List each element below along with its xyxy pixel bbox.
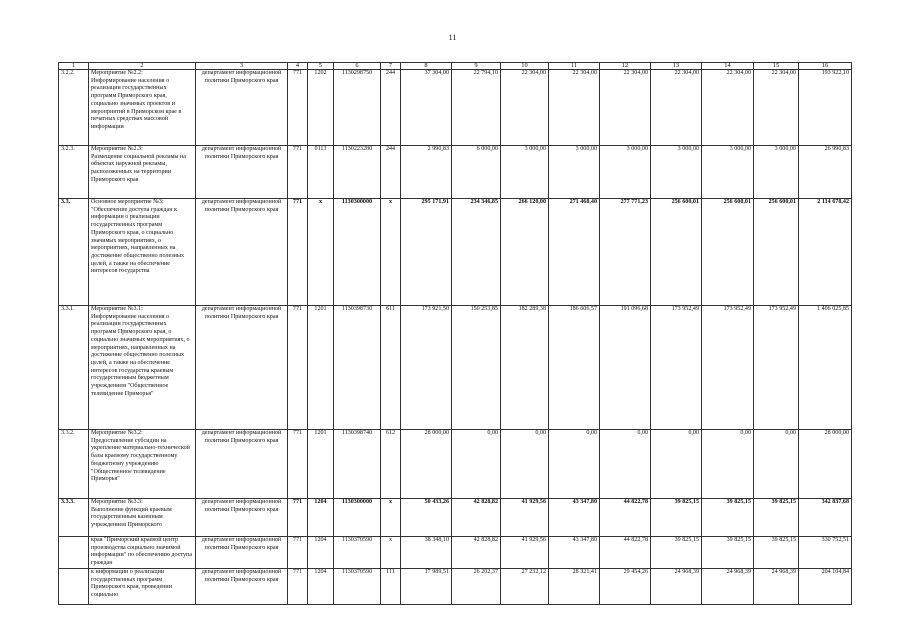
value-2020-cell: 173 952,49 [754,306,799,430]
value-2020-cell: 39 825,15 [754,499,799,537]
value-2013-cell: 50 433,26 [401,499,452,537]
value-2016-cell: 43 347,80 [549,499,600,537]
value-2016-cell: 43 347,80 [549,537,600,569]
row-number-cell [59,568,89,604]
header-cell: 7 [381,63,401,70]
table-row [59,537,852,569]
value-total-cell: 28 000,00 [799,430,852,499]
value-total-cell: 204 104,84 [799,568,852,604]
value-2013-cell: 38 348,10 [401,537,452,569]
header-cell: 16 [799,63,852,70]
table-body [59,63,852,605]
responsible-cell: департамент информационной политики Приморского края [196,537,288,569]
value-2017-cell: 44 822,78 [600,537,651,569]
row-number-cell: 3.2.2. [59,70,89,146]
value-2016-cell: 22 304,00 [549,70,600,146]
header-cell: 13 [651,63,702,70]
value-2015-cell: 41 929,56 [501,537,549,569]
expense-type-cell: х [381,199,401,306]
value-2020-cell: 0,00 [754,430,799,499]
grbs-code-cell: 771 [288,70,308,146]
value-2014-cell: 0,00 [452,430,501,499]
value-2016-cell: 0,00 [549,430,600,499]
value-2018-cell: 24 968,39 [651,568,702,604]
value-2015-cell: 41 929,56 [501,499,549,537]
event-name-cell: к информации о реализации государственных программ Приморского края, проведении социально [89,568,196,604]
event-name-cell: Основное мероприятие №3: "Обеспечение доступа граждан к информации о реализации государственных программ Приморского края, о социально значимых мероприятиях, о мероприятиях, направленных на достижение общественно полезных целей, а также на обеспечение интересов государства [89,199,196,306]
value-2018-cell: 22 304,00 [651,70,702,146]
table-row [59,306,852,430]
value-2018-cell: 173 952,49 [651,306,702,430]
expense-type-cell: 111 [381,568,401,604]
event-name-cell: Мероприятие №2.2: Информирование населения о реализации государственных программ Приморского края, социально значимых проектов и мероприятий в Приморском крае в печатных средствах массовой информации [89,70,196,146]
value-2017-cell: 0,00 [600,430,651,499]
header-cell: 12 [600,63,651,70]
value-2014-cell: 234 346,85 [452,199,501,306]
section-code-cell: 1204 [308,537,334,569]
section-code-cell: х [308,199,334,306]
value-2017-cell: 191 096,68 [600,306,651,430]
value-2019-cell: 24 968,39 [702,568,754,604]
responsible-cell: департамент информационной политики Приморского края [196,568,288,604]
grbs-code-cell: 771 [288,146,308,199]
value-2013-cell: 2 990,83 [401,146,452,199]
responsible-cell: департамент информационной политики Приморского края [196,499,288,537]
responsible-cell: департамент информационной политики Приморского края [196,146,288,199]
expense-type-cell: 612 [381,430,401,499]
value-2014-cell: 42 828,82 [452,537,501,569]
grbs-code-cell: 771 [288,568,308,604]
value-2013-cell: 173 921,50 [401,306,452,430]
header-row [59,63,852,70]
value-total-cell: 193 922,10 [799,70,852,146]
value-2018-cell: 39 825,15 [651,499,702,537]
section-code-cell: 1202 [308,70,334,146]
value-2014-cell: 150 253,85 [452,306,501,430]
table-row [59,70,852,146]
target-article-cell: 1130370590 [334,537,381,569]
value-2020-cell: 24 968,39 [754,568,799,604]
row-number-cell [59,537,89,569]
header-cell: 1 [59,63,89,70]
value-2017-cell: 277 771,23 [600,199,651,306]
value-2017-cell: 44 822,78 [600,499,651,537]
value-2019-cell: 22 304,00 [702,70,754,146]
value-2019-cell: 173 952,49 [702,306,754,430]
value-2016-cell: 28 321,41 [549,568,600,604]
value-2015-cell: 27 232,12 [501,568,549,604]
value-total-cell: 342 837,68 [799,499,852,537]
section-code-cell: 0113 [308,146,334,199]
header-cell: 3 [196,63,288,70]
row-number-cell: 3.2.3. [59,146,89,199]
budget-table [58,62,852,605]
expense-type-cell: 244 [381,70,401,146]
value-2019-cell: 0,00 [702,430,754,499]
expense-type-cell: 611 [381,306,401,430]
header-cell: 9 [452,63,501,70]
value-2015-cell: 3 000,00 [501,146,549,199]
value-total-cell: 1 406 025,85 [799,306,852,430]
value-2018-cell: 256 600,01 [651,199,702,306]
section-code-cell: 1204 [308,568,334,604]
value-total-cell: 330 752,51 [799,537,852,569]
grbs-code-cell: 771 [288,199,308,306]
value-2019-cell: 39 825,15 [702,537,754,569]
value-2013-cell: 28 000,00 [401,430,452,499]
value-2016-cell: 186 606,57 [549,306,600,430]
value-2013-cell: 37 304,00 [401,70,452,146]
expense-type-cell: х [381,537,401,569]
value-2013-cell: 295 171,91 [401,199,452,306]
target-article-cell: 1130398730 [334,306,381,430]
value-2019-cell: 3 000,00 [702,146,754,199]
value-2014-cell: 6 000,00 [452,146,501,199]
value-2015-cell: 182 289,38 [501,306,549,430]
header-cell: 11 [549,63,600,70]
value-2018-cell: 0,00 [651,430,702,499]
value-2014-cell: 22 794,10 [452,70,501,146]
value-2013-cell: 17 989,51 [401,568,452,604]
value-2018-cell: 3 000,00 [651,146,702,199]
responsible-cell: департамент информационной политики Приморского края [196,199,288,306]
responsible-cell: департамент информационной политики Приморского края [196,306,288,430]
grbs-code-cell: 771 [288,306,308,430]
value-2016-cell: 271 468,40 [549,199,600,306]
header-cell: 15 [754,63,799,70]
target-article-cell: 1130223280 [334,146,381,199]
header-cell: 10 [501,63,549,70]
value-2015-cell: 266 120,00 [501,199,549,306]
value-2017-cell: 3 000,00 [600,146,651,199]
target-article-cell: 1130298750 [334,70,381,146]
value-2016-cell: 3 000,00 [549,146,600,199]
table-row [59,430,852,499]
expense-type-cell: 244 [381,146,401,199]
event-name-cell: Мероприятие №3.2: Предоставление субсидии на укрепление материально-технической базы краевому государственному бюджетному учреждению "Общественное телевидение Приморья" [89,430,196,499]
section-code-cell: 1201 [308,430,334,499]
value-2014-cell: 42 828,82 [452,499,501,537]
grbs-code-cell: 771 [288,499,308,537]
value-2019-cell: 39 825,15 [702,499,754,537]
target-article-cell: 1130398740 [334,430,381,499]
value-total-cell: 26 990,83 [799,146,852,199]
table-row [59,146,852,199]
section-code-cell: 1204 [308,499,334,537]
section-code-cell: 1201 [308,306,334,430]
row-number-cell: 3.3.2. [59,430,89,499]
header-cell: 5 [308,63,334,70]
header-cell: 8 [401,63,452,70]
value-2020-cell: 22 304,00 [754,70,799,146]
target-article-cell: 1130300000 [334,199,381,306]
event-name-cell: края "Приморский краевой центр производства социально значимой информации" по обеспечению доступа граждан [89,537,196,569]
value-2018-cell: 39 825,15 [651,537,702,569]
table-row [59,499,852,537]
header-cell: 6 [334,63,381,70]
row-number-cell: 3.3.1. [59,306,89,430]
value-2017-cell: 29 454,26 [600,568,651,604]
header-cell: 4 [288,63,308,70]
responsible-cell: департамент информационной политики Приморского края [196,430,288,499]
row-number-cell: 3.3. [59,199,89,306]
expense-type-cell: х [381,499,401,537]
value-total-cell: 2 114 678,42 [799,199,852,306]
event-name-cell: Мероприятие №3.1: Информирование населения о реализации государственных программ Приморского края, о социально значимых мероприятиях, о мероприятиях, направленных на достижение общественно полезных целей, а также на обеспечение интересов государства краевым государственным бюджетным учреждением "Общественное телевидение Приморья" [89,306,196,430]
grbs-code-cell: 771 [288,537,308,569]
target-article-cell: 1130300000 [334,499,381,537]
value-2015-cell: 22 304,00 [501,70,549,146]
table-row [59,568,852,604]
value-2019-cell: 256 600,01 [702,199,754,306]
page-number: 11 [448,33,457,42]
value-2020-cell: 256 600,01 [754,199,799,306]
target-article-cell: 1130370590 [334,568,381,604]
value-2014-cell: 26 202,37 [452,568,501,604]
header-cell: 14 [702,63,754,70]
grbs-code-cell: 771 [288,430,308,499]
event-name-cell: Мероприятие №3.3: Выполнение функций краевым государственным казенным учреждением Приморского [89,499,196,537]
row-number-cell: 3.3.3. [59,499,89,537]
header-cell: 2 [89,63,196,70]
responsible-cell: департамент информационной политики Приморского края [196,70,288,146]
value-2015-cell: 0,00 [501,430,549,499]
value-2017-cell: 22 304,00 [600,70,651,146]
table-row [59,199,852,306]
value-2020-cell: 3 000,00 [754,146,799,199]
value-2020-cell: 39 825,15 [754,537,799,569]
event-name-cell: Мероприятие №2.3: Размещение социальной рекламы на объектах наружной рекламы, расположенных на территории Приморского края [89,146,196,199]
